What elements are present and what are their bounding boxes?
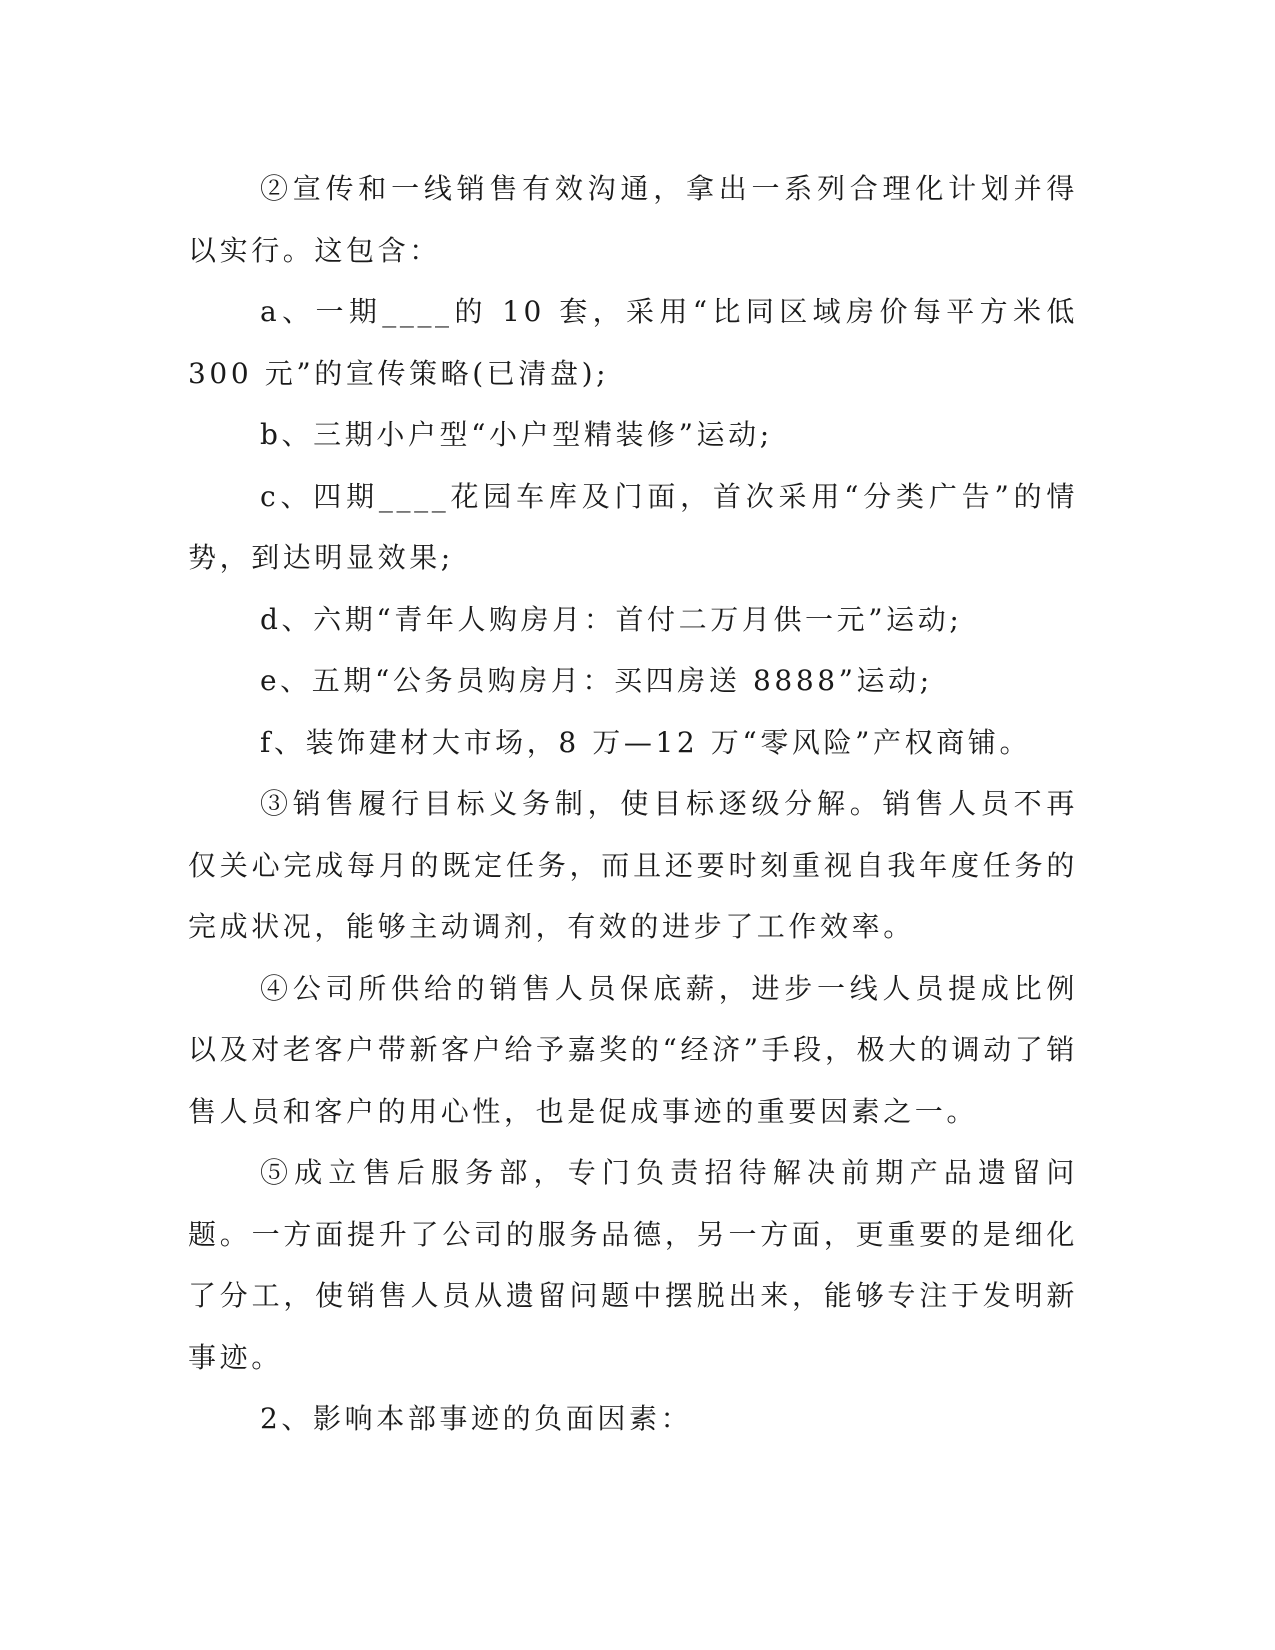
paragraph-item-e: e、五期“公务员购房月：买四房送 8888”运动; [260, 664, 933, 697]
paragraph-item-a: a、一期____的 10 套，采用“比同区域房价每平方米低 300 元”的宣传策略(已清盘); [188, 295, 1078, 390]
paragraph-item-c: c、四期____花园车库及门面，首次采用“分类广告”的情势，到达明显效果; [188, 479, 1078, 574]
paragraph-after-sales: ⑤成立售后服务部，专门负责招待解决前期产品遗留问题。一方面提升了公司的服务品德，另一方面，更重要的是细化了分工，使销售人员从遗留问题中摆脱出来，能够专注于发明新事迹。 [188, 1156, 1078, 1374]
paragraph-base-salary: ④公司所供给的销售人员保底薪，进步一线人员提成比例以及对老客户带新客户给予嘉奖的“经济”手段，极大的调动了销售人员和客户的用心性，也是促成事迹的重要因素之一。 [188, 971, 1078, 1128]
paragraph-communication-plan: ②宣传和一线销售有效沟通，拿出一系列合理化计划并得以实行。这包含： [188, 172, 1078, 267]
section-heading-negative-factors: 2、影响本部事迹的负面因素： [260, 1402, 693, 1435]
paragraph-item-f: f、装饰建材大市场，8 万—12 万“零风险”产权商铺。 [260, 725, 1032, 759]
document-body [188, 158, 1078, 1450]
paragraph-item-b: b、三期小户型“小户型精装修”运动; [260, 418, 773, 451]
paragraph-target-responsibility: ③销售履行目标义务制，使目标逐级分解。销售人员不再仅关心完成每月的既定任务，而且还要时刻重视自我年度任务的完成状况，能够主动调剂，有效的进步了工作效率。 [188, 787, 1078, 943]
paragraph-item-d: d、六期“青年人购房月：首付二万月供一元”运动; [260, 602, 963, 636]
